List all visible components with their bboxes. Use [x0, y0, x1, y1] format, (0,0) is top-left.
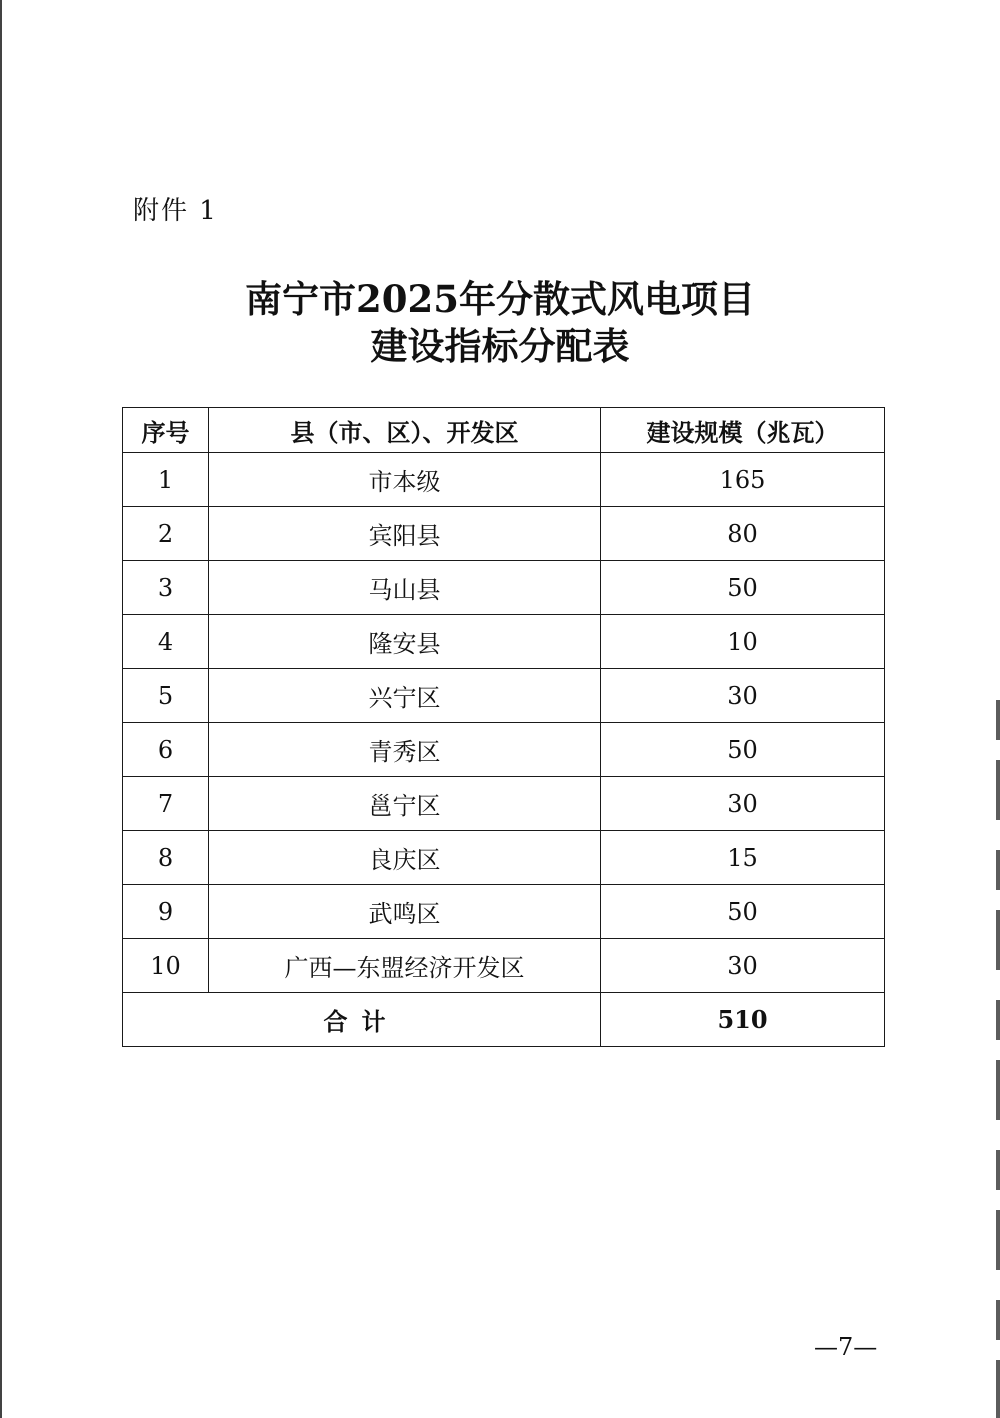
table-row: [123, 777, 885, 831]
row-serial-number: 3: [123, 561, 209, 615]
header-region: 县（市、区）、开发区: [209, 408, 601, 453]
table-header-row: [123, 408, 885, 453]
row-serial-number: 5: [123, 669, 209, 723]
row-serial-number: 2: [123, 507, 209, 561]
document-title-line1: 南宁市2025年分散式风电项目: [245, 277, 755, 321]
row-capacity: 10: [601, 615, 885, 669]
allocation-table: [122, 407, 885, 1047]
row-region: 广西—东盟经济开发区: [209, 939, 601, 993]
total-value: 510: [601, 993, 885, 1047]
row-serial-number: 10: [123, 939, 209, 993]
row-capacity: 50: [601, 723, 885, 777]
row-region: 兴宁区: [209, 669, 601, 723]
row-region: 武鸣区: [209, 885, 601, 939]
row-capacity: 30: [601, 669, 885, 723]
row-region: 市本级: [209, 453, 601, 507]
header-capacity: 建设规模（兆瓦）: [601, 408, 885, 453]
row-region: 宾阳县: [209, 507, 601, 561]
row-region: 邕宁区: [209, 777, 601, 831]
table-row: [123, 885, 885, 939]
row-serial-number: 1: [123, 453, 209, 507]
table-row: [123, 831, 885, 885]
row-region: 良庆区: [209, 831, 601, 885]
table-row: [123, 561, 885, 615]
row-capacity: 80: [601, 507, 885, 561]
row-serial-number: 4: [123, 615, 209, 669]
table-row: [123, 939, 885, 993]
row-region: 青秀区: [209, 723, 601, 777]
row-serial-number: 6: [123, 723, 209, 777]
row-capacity: 30: [601, 777, 885, 831]
row-serial-number: 7: [123, 777, 209, 831]
table-row: [123, 669, 885, 723]
header-serial-number: 序号: [123, 408, 209, 453]
row-capacity: 15: [601, 831, 885, 885]
table-row: [123, 615, 885, 669]
page-number: —7—: [814, 1333, 878, 1361]
row-capacity: 50: [601, 561, 885, 615]
attachment-label: 附件 1: [133, 196, 218, 226]
table-row: [123, 453, 885, 507]
total-label: 合计: [123, 993, 601, 1047]
table-row: [123, 507, 885, 561]
row-capacity: 30: [601, 939, 885, 993]
document-title-line2: 建设指标分配表: [370, 324, 630, 368]
row-capacity: 165: [601, 453, 885, 507]
row-region: 马山县: [209, 561, 601, 615]
row-serial-number: 8: [123, 831, 209, 885]
scan-edge-right: [996, 700, 1000, 1418]
row-region: 隆安县: [209, 615, 601, 669]
table-total-row: [123, 993, 885, 1047]
row-serial-number: 9: [123, 885, 209, 939]
scan-edge-left: [0, 0, 5, 1418]
table-row: [123, 723, 885, 777]
row-capacity: 50: [601, 885, 885, 939]
